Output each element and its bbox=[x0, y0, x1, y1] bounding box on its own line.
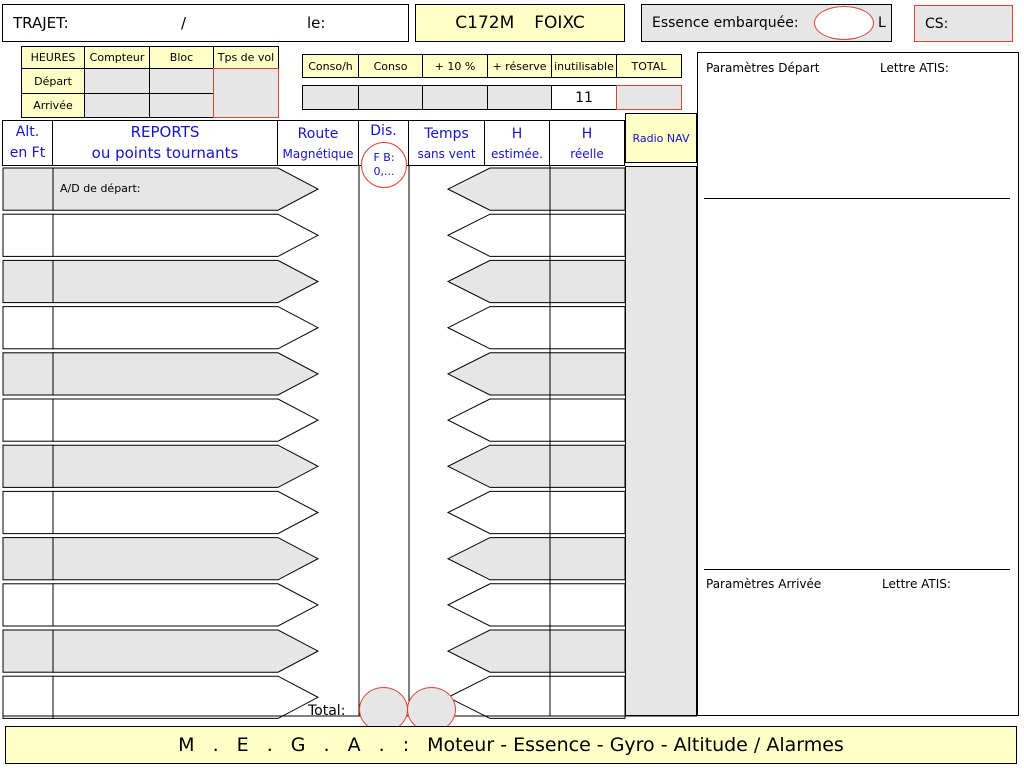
conso-h-label: Conso/h bbox=[308, 59, 353, 73]
mega-footer bbox=[5, 726, 1017, 764]
altitude-cell[interactable] bbox=[3, 307, 53, 349]
time-cell[interactable] bbox=[448, 307, 625, 349]
route-label-1: Route bbox=[297, 125, 339, 142]
altitude-cell[interactable] bbox=[3, 491, 53, 533]
altitude-cell[interactable] bbox=[3, 538, 53, 580]
radio-nav-label: Radio NAV bbox=[632, 131, 690, 145]
time-cell[interactable] bbox=[448, 445, 625, 487]
alt-label-2: en Ft bbox=[9, 145, 46, 161]
report-point-cell[interactable] bbox=[53, 584, 318, 626]
report-point-cell[interactable] bbox=[53, 214, 318, 256]
time-cell[interactable] bbox=[448, 584, 625, 626]
fb-label: F B: 0,... bbox=[373, 150, 395, 178]
counter-header-label: Compteur bbox=[89, 51, 145, 64]
report-point-cell[interactable] bbox=[53, 630, 318, 672]
report-point-cell[interactable] bbox=[53, 538, 318, 580]
departure-divider bbox=[704, 198, 1010, 199]
departure-aerodrome-label: A/D de départ: bbox=[60, 182, 141, 195]
conso-label: Conso bbox=[373, 59, 408, 73]
departure-params-text: Paramètres Départ bbox=[706, 61, 820, 75]
altitude-cell[interactable] bbox=[3, 214, 53, 256]
trajet-slash: / bbox=[181, 14, 187, 32]
departure-params-label bbox=[706, 61, 819, 75]
col-header-reports bbox=[53, 120, 278, 166]
time-cell[interactable] bbox=[448, 676, 625, 718]
altitude-cell[interactable] bbox=[3, 260, 53, 302]
col-header-route bbox=[278, 120, 359, 166]
h-est-label-2: estimée. bbox=[491, 146, 543, 161]
col-header-alt bbox=[2, 120, 53, 166]
arrival-divider bbox=[704, 569, 1010, 570]
arrival-atis-text: Lettre ATIS: bbox=[882, 577, 951, 591]
col-header-h-real bbox=[550, 120, 625, 166]
col-header-radio-nav bbox=[625, 113, 697, 163]
reports-label-2: ou points tournants bbox=[91, 144, 239, 162]
time-cell[interactable] bbox=[448, 491, 625, 533]
parameters-panel bbox=[697, 52, 1019, 716]
radio-nav-column[interactable] bbox=[625, 166, 697, 716]
altitude-cell[interactable] bbox=[3, 168, 53, 210]
route-label-2: Magnétique bbox=[282, 146, 354, 161]
report-point-cell[interactable] bbox=[53, 399, 318, 441]
mega-acronym: M . E . G . A . : bbox=[178, 734, 416, 756]
plus-ten-label: + 10 % bbox=[434, 59, 476, 73]
trajet-label: TRAJET: bbox=[13, 14, 69, 32]
unusable-label: inutilisable bbox=[554, 59, 614, 73]
report-point-cell[interactable] bbox=[53, 260, 318, 302]
report-point-cell[interactable] bbox=[53, 676, 318, 718]
time-label-1: Temps bbox=[424, 125, 469, 142]
block-header-label: Bloc bbox=[169, 51, 194, 64]
departure-atis-text: Lettre ATIS: bbox=[880, 61, 949, 75]
altitude-cell[interactable] bbox=[3, 676, 53, 718]
altitude-cell[interactable] bbox=[3, 584, 53, 626]
time-cell[interactable] bbox=[448, 630, 625, 672]
report-point-cell[interactable] bbox=[53, 491, 318, 533]
date-label: le: bbox=[307, 14, 326, 32]
altitude-cell[interactable] bbox=[3, 445, 53, 487]
time-cell[interactable] bbox=[448, 168, 625, 210]
hours-header-label: HEURES bbox=[30, 51, 76, 64]
time-cell[interactable] bbox=[448, 260, 625, 302]
fuel-unit: L bbox=[878, 15, 886, 31]
h-real-label-1: H bbox=[581, 125, 593, 142]
report-point-cell[interactable] bbox=[53, 353, 318, 395]
arrival-params-text: Paramètres Arrivée bbox=[706, 577, 822, 591]
unusable-value-text: 11 bbox=[575, 89, 593, 106]
total-fuel-label: TOTAL bbox=[631, 59, 667, 73]
alt-label-1: Alt. bbox=[15, 124, 40, 140]
departure-label: Départ bbox=[34, 74, 72, 88]
fuel-label: Essence embarquée: bbox=[652, 15, 799, 31]
aircraft-type: C172M bbox=[455, 13, 515, 33]
total-label bbox=[308, 703, 345, 719]
time-cell[interactable] bbox=[448, 399, 625, 441]
arrival-atis-label bbox=[882, 577, 951, 591]
report-point-cell[interactable] bbox=[53, 445, 318, 487]
altitude-cell[interactable] bbox=[3, 630, 53, 672]
distance-label: Dis. bbox=[370, 123, 397, 139]
altitude-cell[interactable] bbox=[3, 399, 53, 441]
reserve-label: + réserve bbox=[492, 59, 547, 73]
time-cell[interactable] bbox=[448, 538, 625, 580]
h-real-label-2: réelle bbox=[570, 146, 604, 161]
departure-atis-label bbox=[880, 61, 949, 75]
aircraft-registration: FOIXC bbox=[534, 13, 585, 33]
mega-description: Moteur - Essence - Gyro - Altitude / Alarmes bbox=[427, 734, 844, 756]
time-cell[interactable] bbox=[448, 353, 625, 395]
arrival-params-label bbox=[706, 577, 821, 591]
total-label-text: Total: bbox=[308, 703, 346, 719]
altitude-cell[interactable] bbox=[3, 353, 53, 395]
reports-label-1: REPORTS bbox=[130, 123, 200, 141]
col-header-time bbox=[409, 120, 485, 166]
time-cell[interactable] bbox=[448, 214, 625, 256]
first-row-label bbox=[60, 182, 140, 195]
time-label-2: sans vent bbox=[417, 146, 476, 161]
fb-oval[interactable] bbox=[361, 142, 407, 188]
report-point-cell[interactable] bbox=[53, 307, 318, 349]
h-est-label-1: H bbox=[511, 125, 523, 142]
col-header-h-estimated bbox=[485, 120, 550, 166]
arrival-label: Arrivée bbox=[33, 99, 73, 112]
flight-time-header-label: Tps de vol bbox=[217, 51, 275, 64]
cs-label: CS: bbox=[925, 15, 949, 32]
